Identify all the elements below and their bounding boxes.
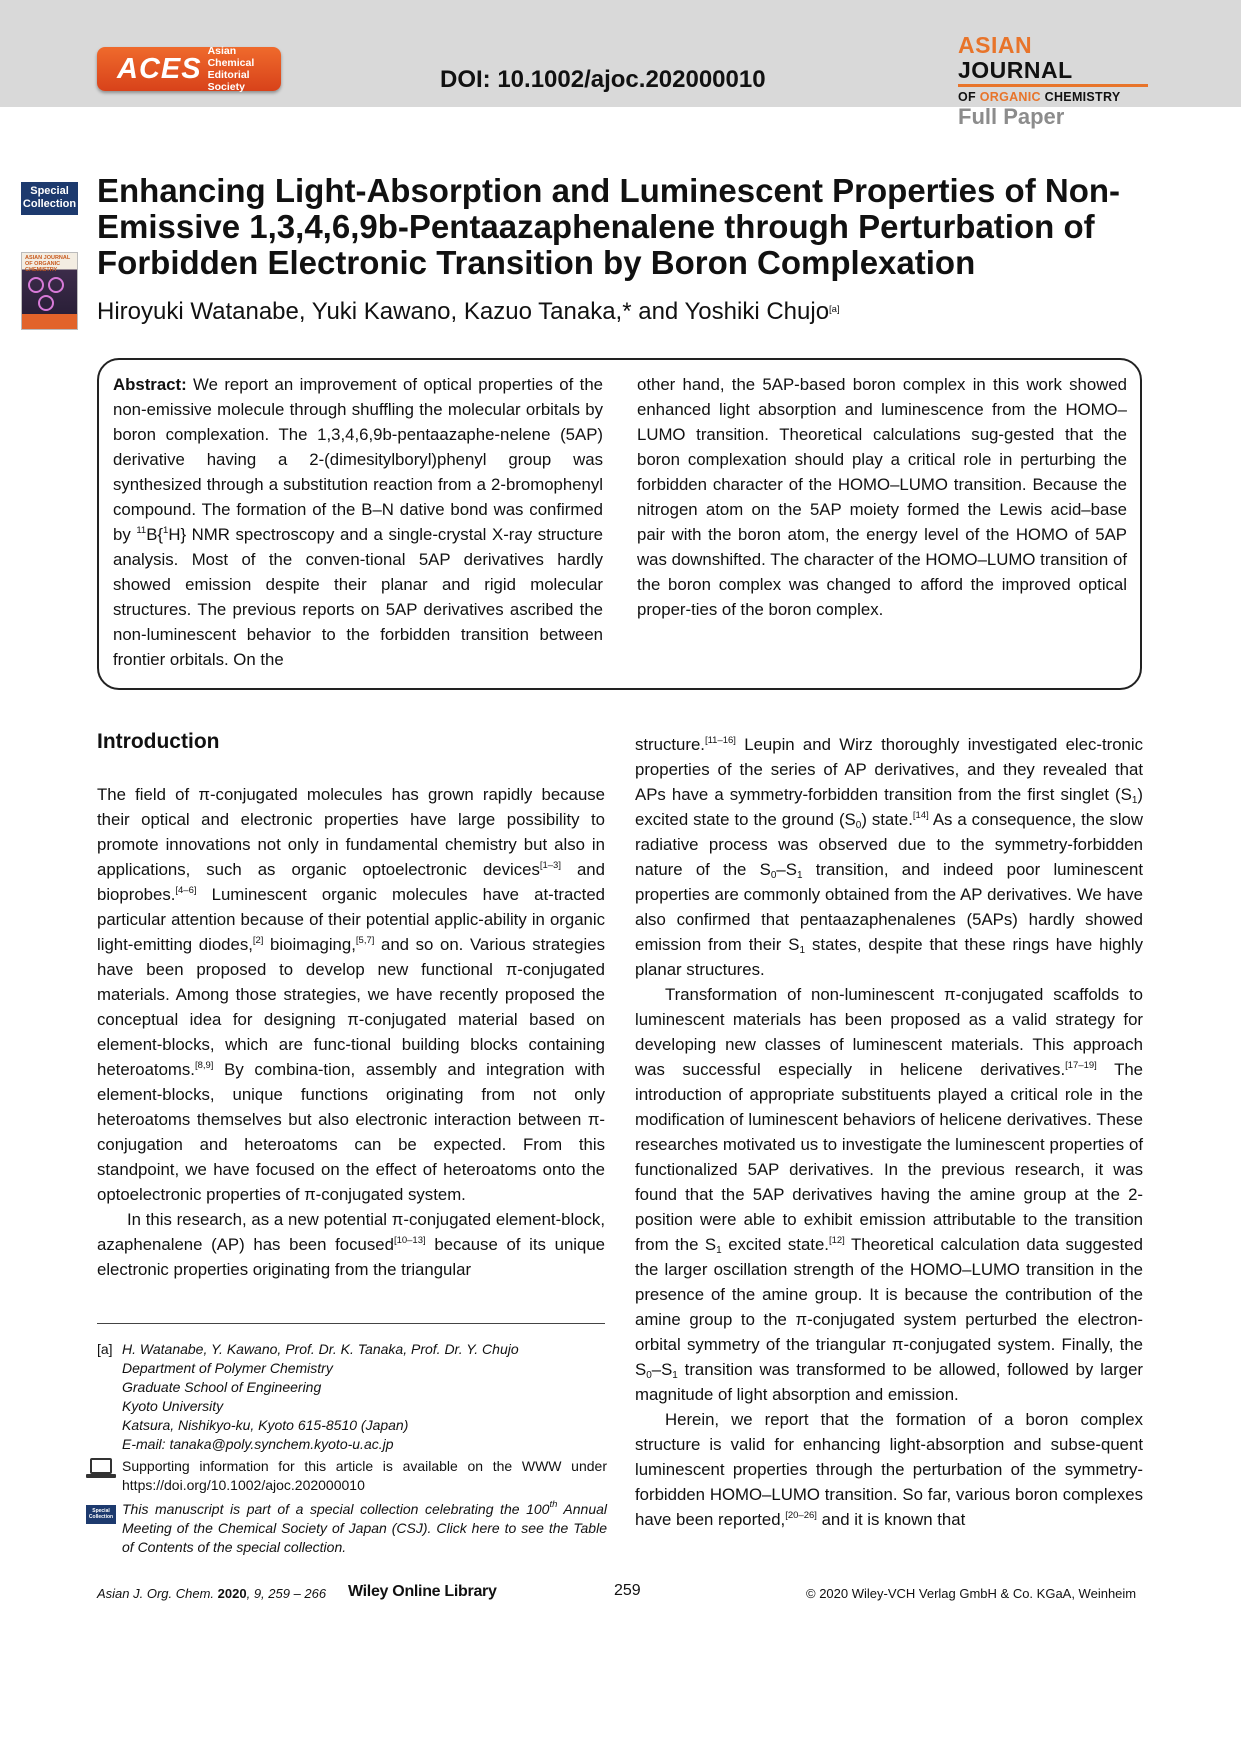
text: Leupin and Wirz thoroughly investigated elec-tronic properties of the series of AP derivatives, and they revealed that APs have a symmetry-forbidden transition from the first singlet (S (635, 735, 1143, 804)
text: structure. (635, 735, 705, 754)
paragraph (635, 982, 1143, 1407)
small-badge-line2: Collection (88, 1514, 114, 1520)
text: excited state. (721, 1235, 829, 1254)
small-badge-line1: Special (92, 1508, 110, 1514)
text: –S (651, 1360, 673, 1379)
footnote-line: Katsura, Nishikyo-ku, Kyoto 615-8510 (Japan) (122, 1417, 409, 1433)
isotope-sup: 11 (136, 525, 147, 536)
email-link[interactable]: E-mail: tanaka@poly.synchem.kyoto-u.ac.jp (122, 1436, 394, 1452)
special-collection-link[interactable] (122, 1500, 607, 1557)
citation-ref[interactable]: [17–19] (1065, 1060, 1097, 1071)
aces-logo-subtitle-1: Asian Chemical (207, 45, 255, 69)
citation-ref[interactable]: [8,9] (194, 1060, 214, 1071)
paragraph (635, 732, 1143, 982)
journal-logo-chemistry: CHEMISTRY (1040, 90, 1121, 104)
footnote-line: Kyoto University (122, 1398, 224, 1414)
footnote-mark: [a] (97, 1341, 113, 1357)
text: Transformation of non-luminescent π-conjugated scaffolds to luminescent materials has been proposed as a valid strategy for developing new classes of luminescent materials. This approach was successful especially in helicene derivatives. (635, 985, 1143, 1079)
text: By combina-tion, assembly and integration with element-blocks, unique functions originating from not only heteroatoms themselves but also electronic interaction between π-conjugation and heteroatoms can be expected. From this standpoint, we have focused on the effect of heteroatoms onto the optoelectronic properties of π-conjugated system. (97, 1060, 605, 1204)
journal-logo-line1 (958, 33, 1148, 83)
journal-logo-of: OF (958, 90, 980, 104)
ordinal-sup: th (549, 1499, 558, 1510)
text: because of its unique electronic properties originating from the triangular (97, 1235, 606, 1279)
text: The field of π-conjugated molecules has grown rapidly because their optical and electronic properties have large possibility to promote innovations not only in fundamental chemistry but also in applications, such as organic optoelectronic devices (97, 785, 605, 879)
footer-citation (97, 1586, 326, 1601)
citation-ref[interactable]: [5,7] (355, 935, 375, 946)
subscript: 0 (855, 820, 862, 831)
citation-ref[interactable]: [20–26] (785, 1510, 817, 1521)
body-left-column (97, 782, 605, 1282)
special-collection-badge[interactable] (21, 182, 78, 215)
abstract-text: We report an improvement of optical properties of the non-emissive molecule through shuffling the molecular orbitals by boron complexation. The 1,3,4,6,9b-pentaazaphe-nelene (5AP) derivative having a 2-(dimesitylboryl)phenyl group was synthesized through a substitution reaction from a 2-bromophenyl compound. The formation of the B–N dative bond was confirmed by (113, 375, 603, 544)
citation-ref[interactable]: [10–13] (393, 1235, 426, 1246)
aces-logo-subtitle-2: Editorial Society (207, 69, 250, 93)
text: The introduction of appropriate substituents played a critical role in the modification of luminescent behaviors of helicene derivatives. These researches motivated us to investigate the luminescent properties of functionalized 5AP derivatives. In the previous research, it was found that the 5AP derivatives having the amine group at the 2-position were able to exhibit emission attributable to the transition from the S (635, 1060, 1143, 1254)
article-title: Enhancing Light-Absorption and Luminescent Properties of Non-Emissive 1,3,4,6,9b-Pentaazaphenalene through Perturbation of Forbidden Electronic Transition by Boron Complexation (97, 172, 1120, 281)
text: In this research, as a new potential π-conjugated element-block, azaphenalene (AP) has been focused (97, 1210, 605, 1254)
supporting-info-note (97, 1457, 607, 1495)
special-collection-note (97, 1500, 607, 1557)
body-right-column (635, 732, 1143, 1532)
footer-journal-abbr: Asian J. Org. Chem. (97, 1586, 215, 1601)
footer-volume-pages: , 9, 259 – 266 (246, 1586, 327, 1601)
cover-molecule-icon (38, 295, 54, 311)
aces-logo-subtitle (208, 45, 281, 93)
footnote-line: H. Watanabe, Y. Kawano, Prof. Dr. K. Tanaka, Prof. Dr. Y. Chujo (122, 1341, 519, 1357)
text: and so on. Various strategies have been proposed to develop new functional π-conjugated materials. Among those strategies, we have recently proposed the conceptual idea for designing π-conjugated material based on element-blocks, which are func-tional building blocks containing heteroatoms. (97, 935, 605, 1079)
abstract-left-column (113, 372, 603, 672)
journal-logo-rule (958, 84, 1148, 87)
text: transition, and indeed poor luminescent properties are commonly obtained from the AP derivatives. We have also confirmed that pentaazaphenalenes (5APs) hardly showed emission from their S (635, 860, 1143, 954)
text: Luminescent organic molecules have at-tracted particular attention because of their potential applic-ability in organic light-emitting diodes, (97, 885, 605, 954)
paragraph (97, 782, 605, 1207)
text: This manuscript is part of a special collection celebrating the 100 (122, 1501, 550, 1517)
cover-title (25, 255, 77, 273)
text: ) state. (861, 810, 913, 829)
text: Theoretical calculation data suggested the larger oscillation strength of the HOMO–LUMO transition in the presence of the amine group. It is because the contribution of the amine group to the π-conjugated system perturbed the electron-orbital symmetry of the triangular π-conjugated system. Finally, the S (635, 1235, 1143, 1379)
text: states, despite that these rings have highly planar structures. (635, 935, 1143, 979)
citation-ref[interactable]: [11–16] (704, 735, 736, 746)
wiley-online-library-link[interactable]: Wiley Online Library (348, 1583, 497, 1600)
abstract-label: Abstract: (113, 375, 187, 394)
citation-ref[interactable]: [4–6] (175, 885, 197, 896)
subscript: 1 (716, 1245, 722, 1256)
section-heading-introduction: Introduction (97, 730, 220, 753)
aces-logo[interactable] (97, 47, 281, 91)
abstract-right-column: other hand, the 5AP-based boron complex in this work showed enhanced light absorption and luminescence from the HOMO–LUMO transition. Theoretical calculations sug-gested that the boron complexation should play a critical role in perturbing the forbidden character of the HOMO–LUMO transition. Because the nitrogen atom on the 5AP moiety formed the Lewis acid–base pair with the boron atom, the energy level of the HOMO of 5AP was downshifted. The character of the HOMO–LUMO transition of the boron complex was changed to afford the improved optical proper-ties of the boron complex. (637, 375, 1127, 619)
aces-logo-wordmark: ACES (117, 52, 202, 85)
paragraph (635, 1407, 1143, 1532)
text: transition was transformed to be allowed, followed by larger magnitude of light absorption and emission. (635, 1360, 1143, 1404)
affiliation-mark[interactable]: [a] (829, 304, 840, 315)
text: and it is known that (816, 1510, 966, 1529)
citation-ref[interactable]: [1–3] (539, 860, 561, 871)
special-badge-line2: Collection (22, 198, 77, 210)
journal-logo-asian: ASIAN (958, 32, 1033, 58)
text: Annual Meeting of the Chemical Society of Japan (CSJ). Click here to see the Table of Contents of the special collection. (122, 1501, 608, 1555)
footnote-text (122, 1340, 607, 1454)
subscript: 0 (646, 1370, 652, 1381)
page-number: 259 (614, 1582, 641, 1599)
copyright-notice: © 2020 Wiley-VCH Verlag GmbH & Co. KGaA, Weinheim (806, 1586, 1137, 1601)
citation-ref[interactable]: [2] (252, 935, 264, 946)
text: As a consequence, the slow radiative process was observed due to the symmetry-forbidden nature of the S (635, 810, 1143, 879)
author-list (97, 298, 840, 326)
text: –S (776, 860, 797, 879)
text: ) excited state to the ground (S (635, 785, 1143, 829)
special-badge-line1: Special (30, 185, 69, 197)
text: bioimaging, (263, 935, 356, 954)
subscript: 1 (796, 870, 803, 881)
affiliation-footnote (97, 1340, 607, 1454)
citation-ref[interactable]: [12] (828, 1235, 845, 1246)
journal-cover-thumbnail[interactable] (21, 252, 78, 330)
abstract-text: H} NMR spectroscopy and a single-crystal X-ray structure analysis. Most of the conven-tional 5AP derivatives hardly showed emission despite their planar and rigid molecular structures. The previous reports on 5AP derivatives ascribed the non-luminescent behavior to the forbidden transition between frontier orbitals. On the (113, 525, 604, 669)
cover-molecule-icon (48, 277, 64, 293)
journal-logo-line2 (958, 90, 1148, 104)
cover-title-2: OF ORGANIC CHEMISTRY (25, 261, 61, 273)
subscript: 1 (799, 945, 806, 956)
abstract-text: B{ (146, 525, 164, 544)
journal-logo-organic: ORGANIC (979, 90, 1041, 104)
footnote-line: Graduate School of Engineering (122, 1379, 322, 1395)
cover-title-1: ASIAN JOURNAL (25, 255, 71, 261)
isotope-sup: 1 (163, 525, 169, 536)
subscript: 1 (672, 1370, 678, 1381)
journal-logo[interactable] (958, 33, 1148, 129)
subscript: 0 (770, 870, 777, 881)
journal-logo-journal: JOURNAL (958, 57, 1073, 83)
paragraph (97, 1207, 605, 1282)
footnote-line: Department of Polymer Chemistry (122, 1360, 333, 1376)
footer-year: 2020 (217, 1586, 247, 1601)
authors-text: Hiroyuki Watanabe, Yuki Kawano, Kazuo Tanaka,* and Yoshiki Chujo (97, 298, 830, 325)
footnote-divider (97, 1323, 605, 1324)
subscript: 1 (1131, 795, 1138, 806)
doi-link[interactable]: DOI: 10.1002/ajoc.202000010 (440, 66, 766, 93)
article-type: Full Paper (958, 104, 1065, 129)
text: and bioprobes. (97, 860, 605, 904)
citation-ref[interactable]: [14] (912, 810, 929, 821)
cover-molecule-icon (28, 277, 44, 293)
text: Herein, we report that the formation of a boron complex structure is valid for enhancing light-absorption and subse-quent luminescent properties through the perturbation of the symmetry-forbidden HOMO–LUMO transition. So far, various boron complexes have been reported, (635, 1410, 1143, 1529)
supporting-info-link[interactable]: Supporting information for this article is available on the WWW under https://doi.org/10.1002/ajoc.202000010 (122, 1458, 607, 1493)
